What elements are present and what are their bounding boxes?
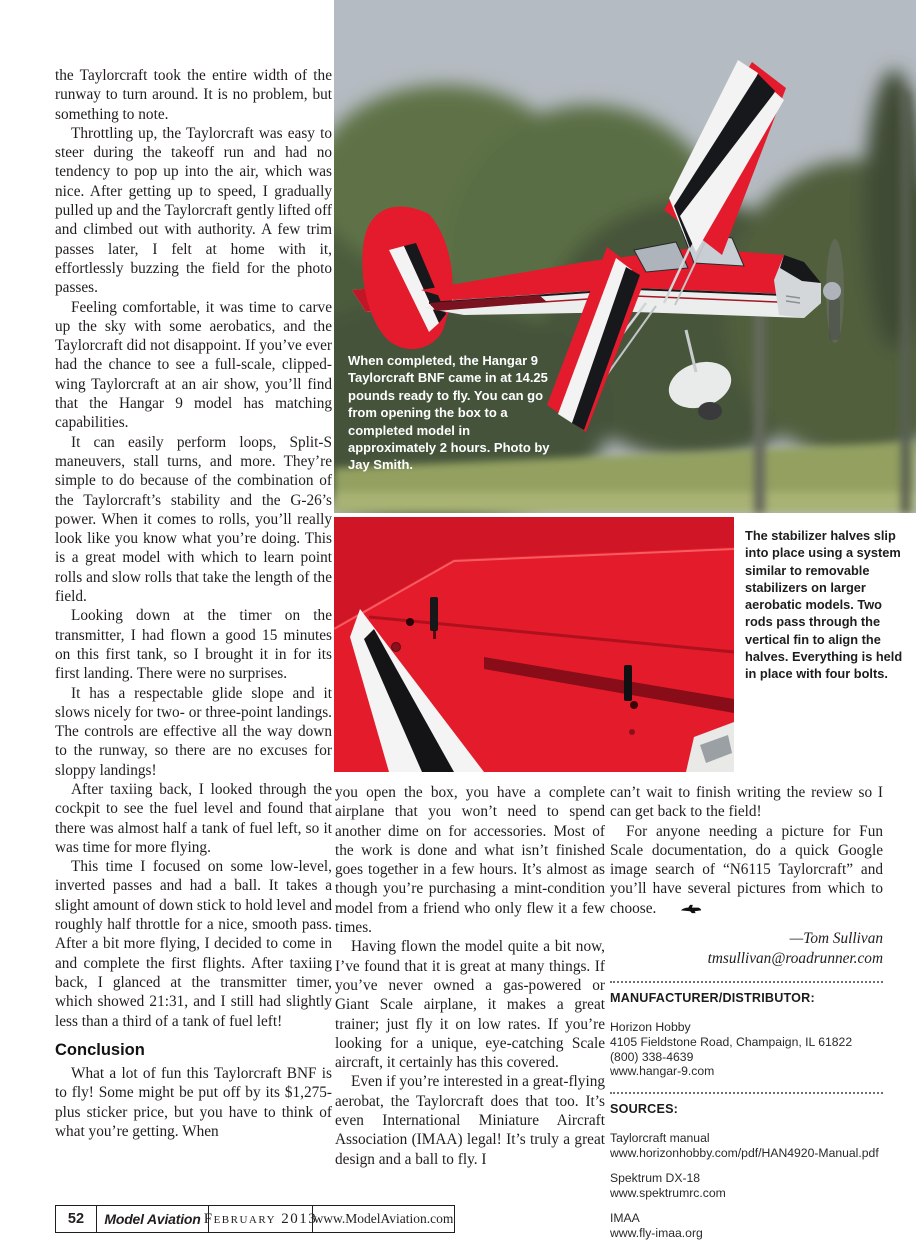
paragraph: It has a respectable glide slope and it slows nicely for two- or three-point landings. The controls are effective all the way down to the runway, so there are no excuses for sloppy landings! — [55, 684, 332, 779]
source-item — [610, 1131, 883, 1160]
paragraph: the Taylorcraft took the entire width of the runway to turn around. It is no problem, but something to note. — [55, 67, 332, 123]
paragraph: This time I focused on some low-level, inverted passes and had a ball. It takes a slight amount of down stick to hold level and roughly half throttle for a nice, smooth pass. After a bit more flying, I decided to come in and complete the first flights. After taxiing back, I glanced at the transmitter timer, which showed 21:31, and I still had slightly less than a third of a tank of fuel left! — [55, 858, 333, 1030]
source-item — [610, 1211, 883, 1240]
paragraph: Throttling up, the Taylorcraft was easy to steer during the takeoff run and had no tendency to pop up into the air, which was nice. After getting up to speed, I gradually pulled up and the Taylorcraft gently lifted off and climbed out with authority. A few trim passes later, I felt at home with it, effortlessly buzzing the field for the photo passes. — [55, 124, 332, 297]
source-url: www.spektrumrc.com — [610, 1185, 726, 1200]
article-column-2 — [335, 783, 605, 1169]
paragraph: Even if you’re interested in a great-flying aerobat, the Taylorcraft does that too. It’s even International Miniature Aircraft Association (IMAA) legal! It’s truly a great design and a ball to fly. I — [335, 1073, 605, 1168]
source-name: Taylorcraft manual — [610, 1131, 710, 1146]
footer-bar — [55, 1205, 455, 1233]
page-number: 52 — [56, 1206, 97, 1232]
issue-date: February 2013 — [209, 1206, 313, 1232]
paragraph: Having flown the model quite a bit now, I’ve found that it is great at many things. If you’ve never owned a gas-powered or Giant Scale airplane, it makes a great trainer; just fly it on low rates. If you’re looking for a unique, eye-catching Scale aircraft, it certainly has this covered. — [335, 938, 605, 1072]
dotted-divider — [610, 981, 883, 983]
manufacturer-block — [610, 989, 883, 1079]
source-url: www.fly-imaa.org — [610, 1226, 703, 1241]
paragraph: Feeling comfortable, it was time to carve up the sky with some aerobatics, and the Taylorcraft did not disappoint. If you’ve ever had the chance to see a full-scale, clipped-wing Taylorcraft at an air show, you’ll find that the Hangar 9 model has matching capabilities. — [55, 298, 332, 432]
article-column-1 — [55, 66, 332, 1141]
manufacturer-address: 4105 Fieldstone Road, Champaign, IL 61822 — [610, 1034, 853, 1049]
author-byline: —Tom Sullivan — [789, 930, 883, 948]
paragraph — [610, 822, 883, 919]
source-name: IMAA — [610, 1211, 640, 1226]
paragraph: After taxiing back, I looked through the cockpit to see the fuel level and found that there was almost half a tank of fuel left, so it was time for more flying. — [55, 780, 332, 856]
magazine-website: www.ModelAviation.com — [313, 1211, 454, 1226]
article-column-3 — [610, 783, 883, 1246]
paragraph: you open the box, you have a complete airplane that you won’t need to spend another dime on for accessories. Most of the work is done and what isn’t finished goes together in a few hours. It’s almost as though you’re purchasing a mint-condition model from a friend who only flew it a few times. — [335, 784, 605, 937]
paragraph: can’t wait to finish writing the review so I can get back to the field! — [610, 784, 883, 821]
source-url: www.horizonhobby.com/pdf/HAN4920-Manual.pdf — [610, 1145, 879, 1160]
manufacturer-heading: MANUFACTURER/DISTRIBUTOR: — [610, 991, 815, 1006]
manufacturer-phone: (800) 338-4639 — [610, 1049, 694, 1064]
paragraph-text: For anyone needing a picture for Fun Scale documentation, do a quick Google image search of “N6115 Taylorcraft” and you’ll have several pictures from which to choose. — [610, 822, 883, 917]
magazine-logo: Model Aviation — [97, 1206, 209, 1232]
stabilizer-photo-illustration — [334, 517, 734, 772]
sources-block — [610, 1100, 883, 1241]
source-name: Spektrum DX-18 — [610, 1171, 701, 1186]
manufacturer-name: Horizon Hobby — [610, 1020, 691, 1035]
paragraph: What a lot of fun this Taylorcraft BNF is to fly! Some might be put off by its $1,275-plus sticker price, but you have to think of what you’re getting. When — [55, 1065, 332, 1141]
manufacturer-website: www.hangar-9.com — [610, 1064, 715, 1079]
author-email: tmsullivan@roadrunner.com — [707, 949, 883, 967]
paragraph: Looking down at the timer on the transmitter, I had flown a good 15 minutes on this first tank, so I brought it in for its first landing. There were no surprises. — [55, 607, 332, 683]
byline-block — [610, 929, 883, 968]
flight-photo-caption: When completed, the Hangar 9 Taylorcraft BNF came in at 14.25 pounds ready to fly. You can go from opening the box to a completed model in approximately 2 hours. Photo by Jay Smith. — [348, 353, 550, 473]
section-heading-conclusion: Conclusion — [55, 1040, 145, 1059]
end-of-article-plane-icon — [664, 900, 702, 919]
flight-photo — [334, 0, 916, 513]
stabilizer-photo-caption: The stabilizer halves slip into place using a system similar to removable stabilizers on larger aerobatic models. Two rods pass through the vertical fin to align the halves. Everything is held in place with four bolts. — [745, 528, 903, 682]
dotted-divider — [610, 1092, 883, 1094]
stabilizer-photo — [334, 517, 734, 772]
paragraph: It can easily perform loops, Split-S maneuvers, stall turns, and more. They’re simple to do because of the combination of the Taylorcraft’s stability and the G-26’s power. When it comes to rolls, you’ll really look like you know what you’re doing. This is a great model with which to learn point rolls and slow rolls that take the length of the field. — [55, 433, 332, 606]
source-item — [610, 1171, 883, 1200]
sources-heading: SOURCES: — [610, 1101, 679, 1116]
